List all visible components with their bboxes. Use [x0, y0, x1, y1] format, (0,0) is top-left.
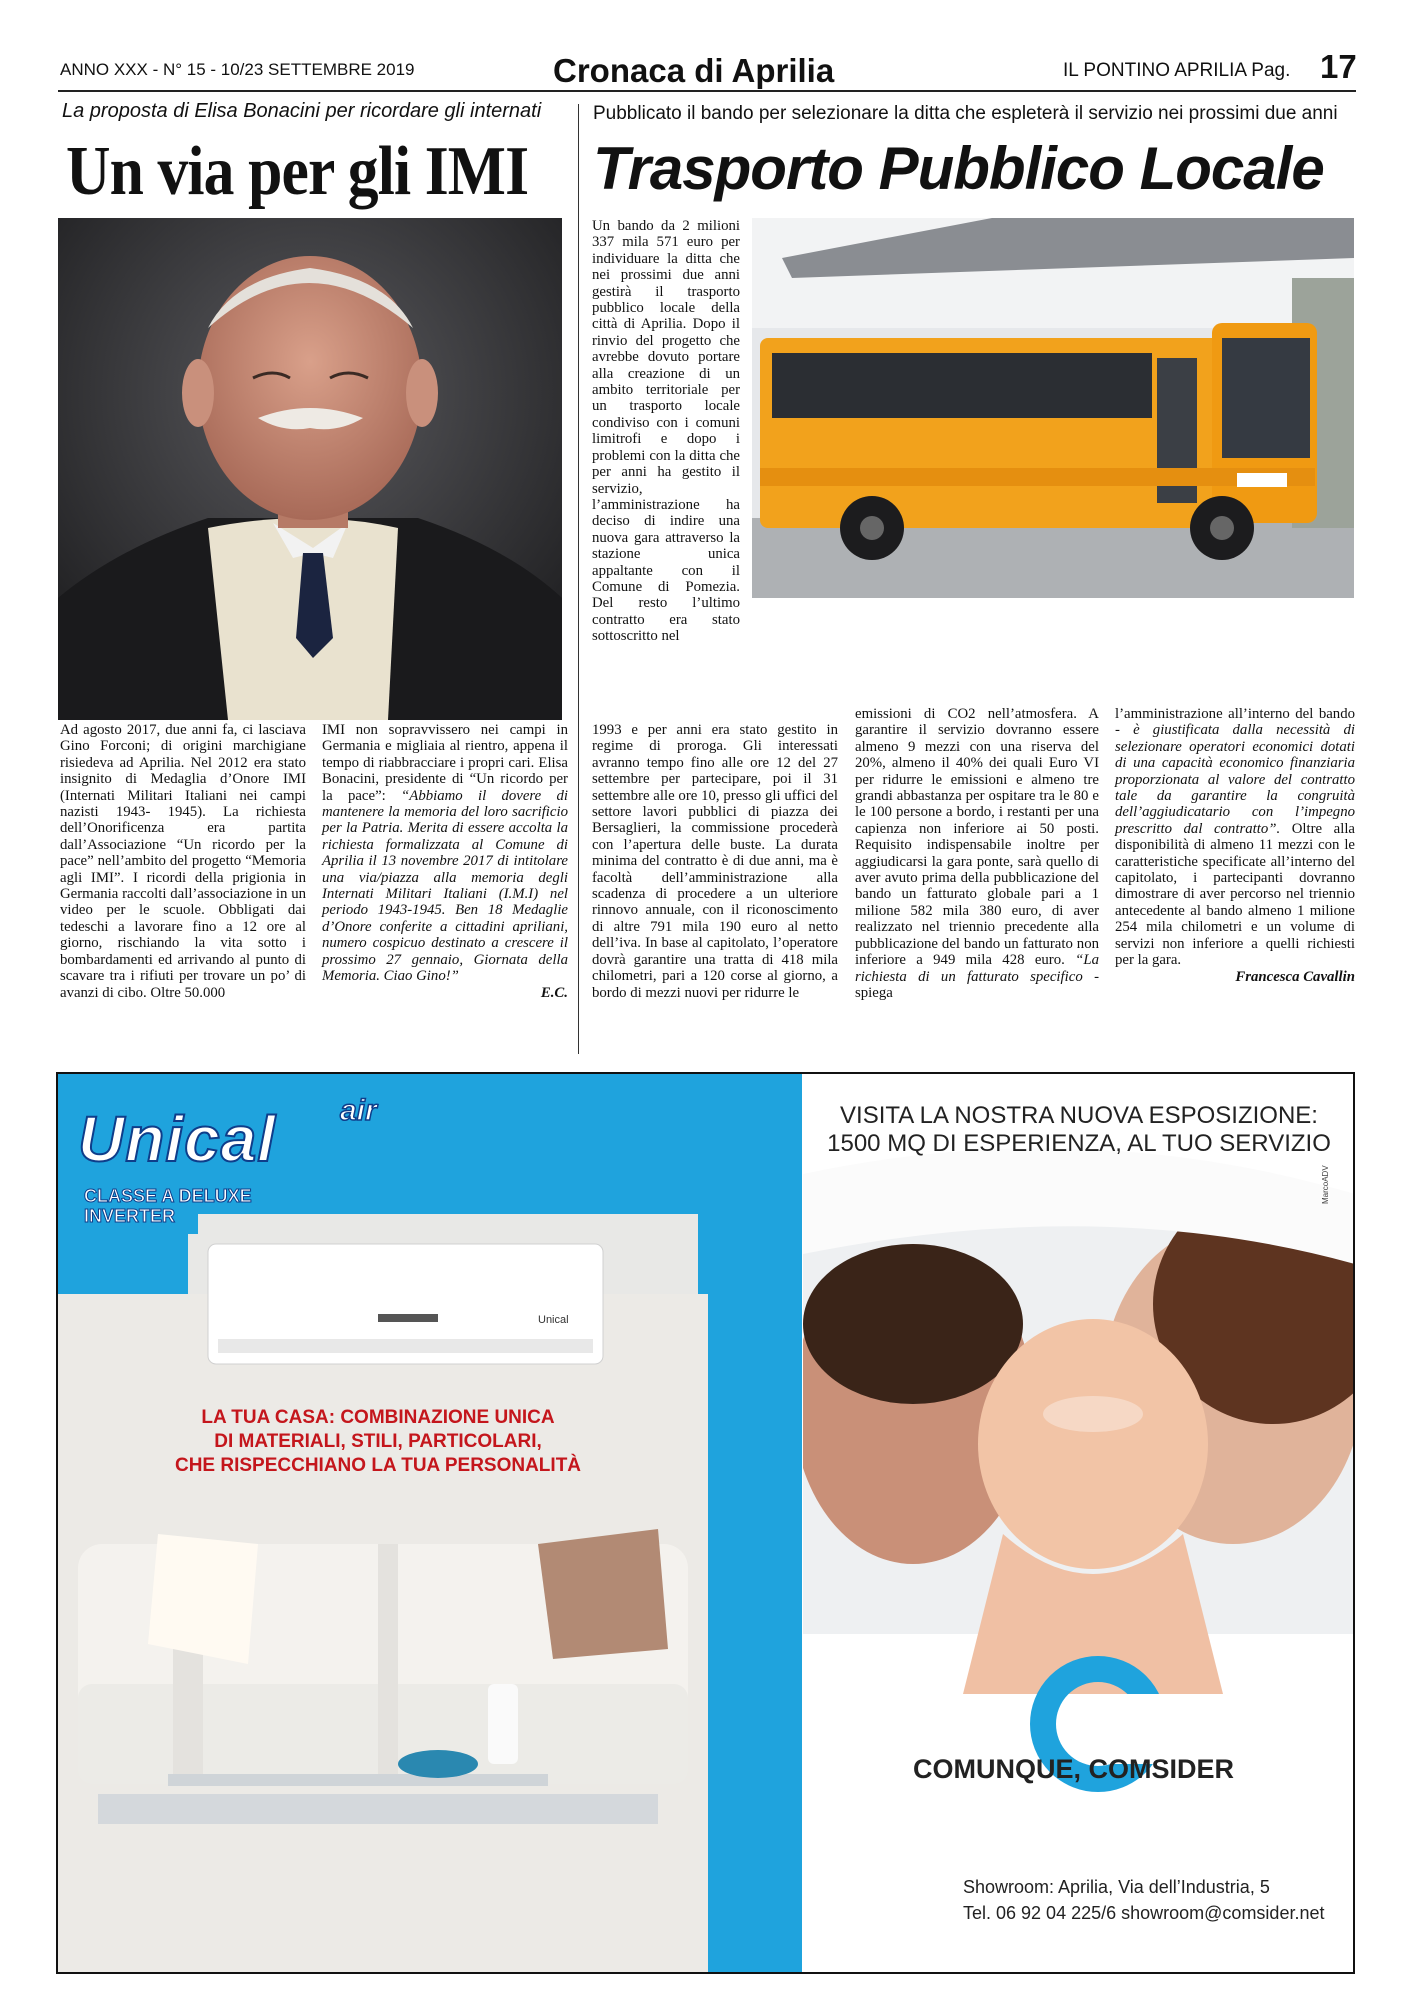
issue-info: ANNO XXX - N° 15 - 10/23 SETTEMBRE 2019: [60, 60, 415, 79]
showroom-info: [963, 1874, 1324, 1926]
left-article-column-2: [322, 722, 568, 1001]
right-article-title: Trasporto Pubblico Locale: [593, 135, 1324, 202]
showroom-contact: Tel. 06 92 04 225/6 showroom@comsider.net: [963, 1903, 1325, 1923]
right-article-column-3: [1115, 706, 1355, 985]
page-number: 17: [1320, 48, 1357, 85]
header-rule: [58, 90, 1356, 92]
left-article-text: IMI non sopravvissero nei campi in Germania e migliaia al rientro, appena il tempo di riabbracciare i propri cari. Elisa Bonacini, presidente di “Un ricordo per la pace”:: [322, 722, 568, 804]
ad-left-panel: [58, 1074, 802, 1972]
class-line: CLASSE A DELUXE: [84, 1186, 252, 1206]
left-article-quote: “Abbiamo il dovere di mantenere la memoria del loro sacrificio per la Patria. Merita di essere accolta la richiesta formalizzata al Comune di Aprilia il 13 novembre 2017 di intitolare una via/piazza alla memoria degli Internati Militari Italiani (I.M.I) nel periodo 1943-1945. Ben 18 Medaglie d’Onore conferite a cittadini apriliani, numero cospicuo destinato a crescere il prossimo 27 gennaio, Giornata della Memoria. Ciao Gino!”: [322, 787, 568, 985]
unit-label: Unical: [538, 1314, 569, 1326]
column-divider: [578, 104, 579, 1054]
ad-credit: MarcoADV: [1321, 1165, 1330, 1204]
tagline-line-3: CHE RISPECCHIANO LA TUA PERSONALITÀ: [174, 1455, 582, 1476]
right-article-kicker: Pubblicato il bando per selezionare la ditta che espleterà il servizio nei prossimi due anni: [593, 103, 1338, 124]
product-class: [84, 1186, 252, 1226]
left-article-title: Un via per gli IMI: [66, 133, 529, 210]
right-article-text-3: Oltre alla disponibilità di almeno 11 mezzi con le caratteristiche specificate all’interno del capitolato, i partecipanti dovranno dimostrare di aver percorso nel triennio antecedente al bando almeno 1 milione 254 mila chilometri e un volume di servizi non inferiore a quelli richiesti per la gara.: [1115, 820, 1355, 969]
section-title: Cronaca di Aprilia: [553, 52, 835, 89]
right-article-signature: Francesca Cavallin: [1235, 968, 1355, 985]
right-article-column-2: [855, 706, 1099, 1001]
right-article-lead: Un bando da 2 milioni 337 mila 571 euro per individuare la ditta che nei prossimi due anni gestirà il trasporto pubblico locale della città di Aprilia. Dopo il rinvio del progetto che avrebbe dovuto portare alla creazione di un ambito territoriale per un trasporto locale condiviso con i comuni limitrofi e dopo i problemi con la ditta che per anni ha gestito il servizio, l’amministrazione ha deciso di indire una nuova gara attraverso la stazione unica appaltante con il Comune di Pomezia. Del resto l’ultimo contratto era stato sottoscritto nel: [592, 218, 740, 645]
advertisement: [56, 1072, 1355, 1974]
right-article-quote-start: “La richiesta di un fatturato specifico: [855, 952, 1099, 985]
unical-logo: Unical: [78, 1103, 277, 1175]
portrait-photo: [58, 218, 562, 720]
left-article-column-1: Ad agosto 2017, due anni fa, ci lasciava Gino Forconi; di origini marchigiane risiedeva ad Aprilia. Nel 2012 era stato insignito di Medaglia d’Onore IMI (Internati Militari Italiani nei campi nazisti 1943- 1945). La richiesta dell’Onorificenza era partita dall’Associazione “Un ricordo per la pace” nell’ambito del progetto “Memoria agli IMI”. I ricordi della prigionia in Germania raccolti dall’associazione in un video per le scuole. Obbligati dai tedeschi a lavorare fino a 12 ore al giorno, rischiando la vita sotto i bombardamenti ed arrivando al punto di scavare tra i rifiuti per trovare un po’ di avanzi di cibo. Oltre 50.000: [60, 722, 306, 1001]
tagline-line-1: LA TUA CASA: COMBINAZIONE UNICA: [201, 1407, 555, 1428]
visit-line-1: VISITA LA NOSTRA NUOVA ESPOSIZIONE:: [840, 1102, 1318, 1129]
right-article-column-1: 1993 e per anni era stato gestito in regime di proroga. Gli interessati avranno tempo fino alle ore 12 del 27 settembre per partecipare, poi il 31 settembre alle ore 10, presso gli uffici del settore lavori pubblici di piazza dei Bersaglieri, la commissione procederà con l’apertura delle buste. La durata minima del contratto è di due anni, ma è facoltà dell’amministrazione alla scadenza di procedere a un ulteriore rinnovo annuale, con il riconoscimento di altre 791 mila 190 euro al netto dell’iva. In base al capitolato, l’operatore dovrà garantire una tratta di 418 mila chilometri, pari a 120 corse al giorno, a bordo di mezzi nuovi per ridurre le: [592, 722, 838, 1001]
right-article-text-2: l’amministrazione all’interno del bando -: [1115, 706, 1355, 739]
visit-announcement: [803, 1102, 1355, 1158]
inverter-line: INVERTER: [84, 1206, 176, 1226]
right-article-attribution: - spiega: [855, 968, 1099, 1001]
ad-tagline: [58, 1406, 698, 1478]
ad-right-panel: [803, 1074, 1355, 1972]
showroom-address: Showroom: Aprilia, Via dell’Industria, 5: [963, 1877, 1270, 1897]
unical-air-logo: air: [340, 1094, 377, 1127]
right-article-text: emissioni di CO2 nell’atmosfera. A garantire il servizio dovranno essere almeno 9 mezzi con una riserva del 20%, almeno il 40% dei quali Euro VI per ridurre le emissioni e almeno tre grandi abbastanza per ospitare tra le 80 e le 100 persone a bordo, i restanti per una capienza non inferiore ai 50 posti. Requisito indispensabile inoltre per aggiudicarsi la gara ponte, sarà quello di aver avuto prima della pubblicazione del bando un fatturato globale pari a 1 milione 582 mila 380 euro, di aver realizzato nel triennio precedente alla pubblicazione del bando un fatturato non inferiore a 949 mila 428 euro.: [855, 706, 1099, 969]
tagline-line-2: DI MATERIALI, STILI, PARTICOLARI,: [214, 1431, 542, 1452]
comsider-slogan: COMUNQUE, COMSIDER: [913, 1754, 1235, 1784]
bus-photo: [752, 218, 1354, 598]
paper-name: IL PONTINO APRILIA Pag.: [1063, 60, 1291, 81]
left-article-signature: E.C.: [540, 984, 568, 1001]
right-article-quote-end: è giustificata dalla necessità di selezionare operatori economici dotati di una capacità economico finanziaria proporzionata al valore del contratto tale da garantire la congruità dell’aggiudicatario con l’impegno prescritto dal contratto”.: [1115, 722, 1355, 837]
left-article-kicker: La proposta di Elisa Bonacini per ricordare gli internati: [62, 100, 542, 122]
visit-line-2: 1500 MQ DI ESPERIENZA, AL TUO SERVIZIO: [827, 1130, 1331, 1157]
